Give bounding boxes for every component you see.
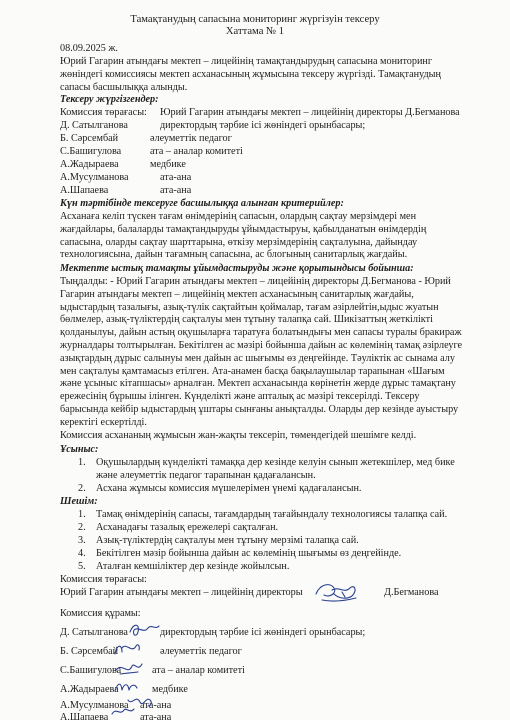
organization-paragraph — [60, 276, 463, 442]
body-line: бөлмелер, азық-түліктердің сақталуы мен тұтыну талапқа сай. Шикізаттың жеткілікті — [60, 314, 433, 326]
inspector-name: Б. Сәрсембай — [60, 133, 119, 144]
body-line: ыдыстардың тазалығы, азық-түлік сақтайтын қоймалар, тағам әзірлейтін,ыдыс жуатын — [60, 301, 439, 313]
chair-label: Комиссия төрағасы: — [60, 574, 147, 585]
body-line: қолданылуы, дайын астың оқушыларға таратуға болатындығы мен сапасы туралы бракираж — [60, 327, 462, 339]
decision-text: Аталған кемшіліктер дер кезінде жойылсын. — [96, 561, 290, 572]
member-signature-icon — [112, 640, 142, 658]
inspector-name: А.Жадыраева — [60, 159, 119, 170]
inspector-role: ата – аналар комитеті — [150, 146, 243, 157]
inspectors-heading: Тексеру жүргізгендер: — [60, 94, 159, 105]
signature-name: Б. Сәрсембай — [60, 646, 119, 657]
chair-name: Д.Бегманова — [384, 587, 439, 598]
members-label: Комиссия құрамы: — [60, 608, 141, 619]
body-line: Тыңдалды: - Юрий Гагарин атындағы мектеп – лицейінің директоры Д.Бегманова - Юрий — [60, 276, 451, 287]
inspector-role: ата-ана — [160, 185, 192, 196]
criteria-paragraph — [60, 211, 454, 262]
criteria-heading: Күн тәртібінде тексеруге басшылыққа алынған критерийлер: — [60, 198, 344, 209]
intro-line: Юрий Гагарин атындағы мектеп – лицейінің тамақтандырудың сапасына мониторинг — [60, 56, 433, 67]
intro-line: сапасы басшылыққа алынды. — [60, 81, 188, 93]
decision-text: Азық-түліктердің сақталуы мен тұтыну мерзімі талапқа сай. — [96, 535, 359, 546]
body-line: Гагарин атындағы мектеп – лицейінің мектеп асханасының санитарлық жағдайы, — [60, 288, 414, 300]
member-signature-icon — [128, 620, 162, 640]
intro-line: жөніндегі комиссиясы мектеп асханасының жұмысына тексеру жүргізді. Тамақтанудың — [60, 68, 441, 80]
signature-name: Д. Сатылганова — [60, 627, 128, 638]
criteria-line: сапасына, оларды сақтау шарттарына, өткізу мерзімдерінің сақталуына, дайындау — [60, 236, 418, 248]
inspector-role: директордың тәрбие ісі жөніндегі орынбасары; — [160, 120, 366, 131]
inspector-role: медбике — [150, 159, 186, 170]
decision-number: 1. — [78, 509, 86, 520]
organization-heading: Мектепте ыстық тамақты ұйымдастыруды және қорытындысы бойынша: — [60, 263, 414, 274]
body-line: керектігі ескертілді. — [60, 416, 147, 428]
decision-number: 2. — [78, 522, 86, 533]
body-line: азықтардың дұрыс салынуы мен дайын ас шығымы өз деңгейінде. Тәуліктік ас сынама алу — [60, 352, 455, 364]
signature-name: А.Жадыраева — [60, 684, 119, 695]
suggestion-text: және әлеуметтік педагог тарапынан қадағалансын. — [96, 470, 316, 481]
intro-paragraph — [60, 56, 454, 94]
body-line: барысында кейбір ыдыстардың ұштары сынғаны анықталды. Оларды дер кезінде ауыстыру — [60, 403, 459, 415]
criteria-line: технологиясына, дайын тағамның сапасына, ас блогының санитарлық жағдайы. — [60, 249, 408, 261]
inspector-role: әлеуметтік педагог — [150, 133, 232, 144]
inspector-name: Комиссия төрағасы: — [60, 107, 147, 118]
signature-role: әлеуметтік педагог — [160, 646, 242, 657]
decision-text: Асханадағы тазалық ережелері сақталған. — [96, 522, 279, 533]
protocol-number: Хаттама № 1 — [225, 26, 285, 37]
signature-name: С.Башигулова — [60, 665, 122, 676]
signature-role: ата – аналар комитеті — [152, 665, 245, 676]
inspector-name: С.Башигулова — [60, 146, 122, 157]
document-title: Тамақтанудың сапасына мониторинг жүргізуін тексеру — [130, 14, 380, 25]
body-line: журналдары толтырылған. Бекітілген ас мәзірі бойынша дайын ас көлемінің тамақ әзірлеуге — [60, 339, 463, 351]
decision-number: 3. — [78, 535, 86, 546]
suggestion-number: 2. — [78, 483, 86, 494]
signature-name: А.Шапаева — [60, 712, 109, 720]
body-line: Комиссия асхананың жұмысын жан-жақты тексеріп, төмендегідей шешімге келді. — [60, 429, 417, 441]
inspector-name: А.Мусулманова — [60, 172, 129, 183]
criteria-line: жағдайлары, балаларды тамақтандыруды ұйымдастыруы, қабылданатын өнімдердің — [60, 223, 427, 235]
signature-role: медбике — [152, 684, 188, 695]
suggestion-text: Оқушылардың күнделікті тамаққа дер кезінде келуін сынып жетекшілер, мед бике — [96, 457, 455, 468]
chair-position: Юрий Гагарин атындағы мектеп – лицейінің директоры — [60, 587, 303, 598]
body-line: мен сақталуы қамтамасыз етілген. Ата-анамен басқа бақылаушылар тарапынан «Шағым — [60, 365, 445, 377]
suggestion-heading: Ұсыныс: — [60, 444, 99, 455]
body-line: ережесінің бұрышы ілінген. Күнделікті және апталық ас мәзірі тексерілді. Тексеру — [60, 391, 420, 403]
decision-number: 4. — [78, 548, 86, 559]
chair-signature-icon — [312, 578, 362, 604]
member-signature-icon — [110, 705, 136, 719]
suggestion-text: Асхана жұмысы комиссия мүшелерімен үнемі қадағалансын. — [96, 483, 362, 494]
inspector-name: А.Шапаева — [60, 185, 109, 196]
decision-heading: Шешім: — [60, 496, 98, 507]
inspector-role: Юрий Гагарин атындағы мектеп – лицейінің директоры Д.Бегманова — [160, 107, 460, 118]
criteria-line: Асханаға келіп түскен тағам өнімдерінің сапасын, олардың сақтау мерзімдері мен — [60, 211, 417, 222]
protocol-date: 08.09.2025 ж. — [60, 43, 118, 54]
suggestion-number: 1. — [78, 457, 86, 468]
inspector-role: ата-ана — [160, 172, 192, 183]
signature-name: А.Мусулманова — [60, 700, 129, 711]
signature-role: ата-ана — [140, 700, 172, 711]
decision-text: Тамақ өнімдерінің сапасы, тағамдардың тағайындалу технологиясы талапқа сай. — [96, 509, 448, 520]
decision-text: Бекітілген мәзір бойынша дайын ас көлемінің шығымы өз деңгейінде. — [96, 548, 402, 559]
body-line: және ұсыныс кітапшасы» арналған. Мектеп асханасында көрінетін жерде дұрыс тамақтану — [60, 378, 456, 390]
member-signature-icon — [114, 660, 144, 678]
signature-role: ата-ана — [140, 712, 172, 720]
inspector-name: Д. Сатылганова — [60, 120, 128, 131]
signature-role: директордың тәрбие ісі жөніндегі орынбасары; — [160, 627, 366, 638]
decision-number: 5. — [78, 561, 86, 572]
